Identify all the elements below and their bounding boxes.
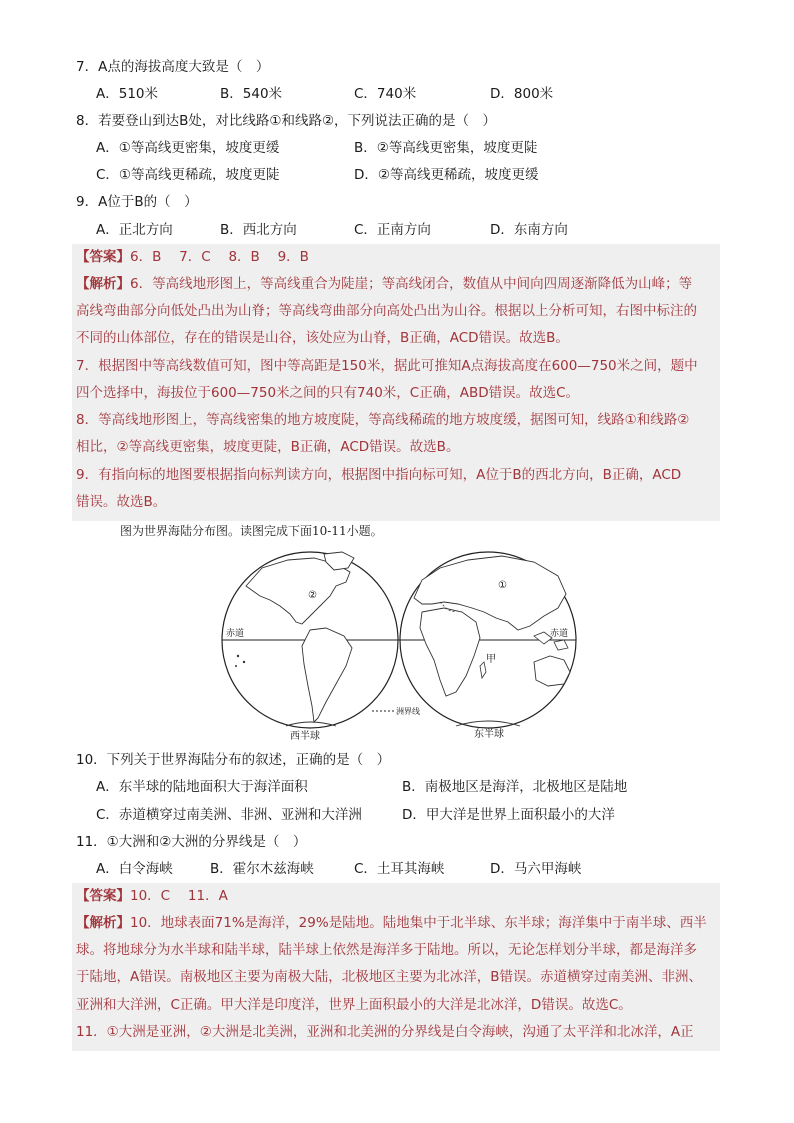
analysis-line-5: 四个选择中，海拔位于600—750米之间的只有740米，C正确，ABD错误。故选C。	[76, 385, 580, 401]
analysis-line-1	[76, 914, 707, 932]
analysis-text: 10．地球表面71%是海洋，29%是陆地。陆地集中于北半球、东半球；海洋集中于南半球、西半	[130, 915, 707, 931]
map-mark-1: ①	[498, 580, 507, 591]
answer-text: 6．B 7．C 8．B 9．B	[130, 249, 309, 265]
map-intro-text: 图为世界海陆分布图。读图完成下面10-11小题。	[120, 524, 383, 538]
answer-block-2	[72, 883, 720, 1051]
map-mark-jia: 甲	[486, 654, 496, 665]
analysis-line-9: 错误。故选B。	[76, 494, 167, 510]
answer-text: 10．C 11．A	[130, 888, 228, 904]
q11-option-c[interactable]: C．土耳其海峡	[354, 861, 445, 877]
question-9-stem: 9．A位于B的（ ）	[76, 194, 198, 210]
q8-option-a[interactable]: A．①等高线更密集，坡度更缓	[96, 140, 280, 156]
analysis-line-5: 11．①大洲是亚洲，②大洲是北美洲，亚洲和北美洲的分界线是白令海峡，沟通了太平洋和北冰洋，A正	[76, 1024, 694, 1040]
q10-option-c[interactable]: C．赤道横穿过南美洲、非洲、亚洲和大洋洲	[96, 807, 362, 823]
q9-option-d[interactable]: D．东南方向	[490, 222, 568, 238]
analysis-line-4: 7．根据图中等高线数值可知，图中等高距是150米，据此可推知A点海拔高度在600—750米之间，题中	[76, 358, 698, 374]
answer-line	[76, 248, 309, 266]
q8-option-c[interactable]: C．①等高线更稀疏，坡度更陡	[96, 167, 280, 183]
west-hemisphere-label: 西半球	[290, 731, 320, 742]
q7-option-b[interactable]: B．540米	[220, 86, 283, 102]
q8-option-b[interactable]: B．②等高线更密集，坡度更陡	[354, 140, 538, 156]
question-10-stem: 10．下列关于世界海陆分布的叙述，正确的是（ ）	[76, 752, 391, 768]
q9-option-a[interactable]: A．正北方向	[96, 222, 173, 238]
answer-label: 【答案】	[76, 888, 130, 904]
legend-label: 洲界线	[396, 707, 420, 716]
q9-option-b[interactable]: B．西北方向	[220, 222, 297, 238]
analysis-label: 【解析】	[76, 276, 130, 292]
analysis-text: 6．等高线地形图上，等高线重合为陡崖；等高线闭合，数值从中间向四周逐渐降低为山峰；等	[130, 276, 693, 292]
analysis-line-2: 球。将地球分为水半球和陆半球，陆半球上依然是海洋多于陆地。所以，无论怎样划分半球，都是海洋多	[76, 942, 697, 958]
answer-block-1	[72, 244, 720, 521]
east-hemisphere-label: 东半球	[474, 729, 504, 740]
q11-option-a[interactable]: A．白令海峡	[96, 861, 173, 877]
q7-option-c[interactable]: C．740米	[354, 86, 417, 102]
answer-line	[76, 887, 228, 905]
q8-option-d[interactable]: D．②等高线更稀疏，坡度更缓	[354, 167, 539, 183]
map-mark-2: ②	[308, 590, 317, 601]
analysis-line-7: 相比，②等高线更密集，坡度更陡，B正确，ACD错误。故选B。	[76, 439, 460, 455]
analysis-label: 【解析】	[76, 915, 130, 931]
q10-option-b[interactable]: B．南极地区是海洋，北极地区是陆地	[402, 779, 628, 795]
analysis-line-8: 9．有指向标的地图要根据指向标判读方向，根据图中指向标可知，A位于B的西北方向，B正确，ACD	[76, 467, 682, 483]
analysis-line-4: 亚洲和大洋洲，C正确。甲大洋是印度洋，世界上面积最小的大洋是北冰洋，D错误。故选C。	[76, 997, 632, 1013]
q11-option-d[interactable]: D．马六甲海峡	[490, 861, 582, 877]
analysis-line-6: 8．等高线地形图上，等高线密集的地方坡度陡，等高线稀疏的地方坡度缓，据图可知，线路①和线路②	[76, 412, 690, 428]
equator-label-right: 赤道	[550, 628, 569, 638]
answer-label: 【答案】	[76, 249, 130, 265]
q10-option-a[interactable]: A．东半球的陆地面积大于海洋面积	[96, 779, 308, 795]
q10-option-d[interactable]: D．甲大洋是世界上面积最小的大洋	[402, 807, 615, 823]
equator-label-left: 赤道	[226, 628, 245, 638]
question-7-stem: 7．A点的海拔高度大致是（ ）	[76, 59, 270, 75]
q9-option-c[interactable]: C．正南方向	[354, 222, 431, 238]
question-8-stem: 8．若要登山到达B处，对比线路①和线路②，下列说法正确的是（ ）	[76, 113, 497, 129]
q7-option-d[interactable]: D．800米	[490, 86, 554, 102]
analysis-line-2: 高线弯曲部分向低处凸出为山脊；等高线弯曲部分向高处凸出为山谷。根据以上分析可知，右图中标注的	[76, 303, 697, 319]
australia-shape	[534, 656, 570, 686]
q11-option-b[interactable]: B．霍尔木兹海峡	[210, 861, 314, 877]
analysis-line-1	[76, 275, 692, 293]
analysis-line-3: 于陆地，A错误。南极地区主要为南极大陆，北极地区主要为北冰洋，B错误。赤道横穿过南美洲、非洲、	[76, 969, 702, 985]
question-11-stem: 11．①大洲和②大洲的分界线是（ ）	[76, 834, 307, 850]
analysis-line-3: 不同的山体部位，存在的错误是山谷，该处应为山脊，B正确，ACD错误。故选B。	[76, 330, 569, 346]
world-map-figure	[218, 546, 582, 742]
q7-option-a[interactable]: A．510米	[96, 86, 159, 102]
